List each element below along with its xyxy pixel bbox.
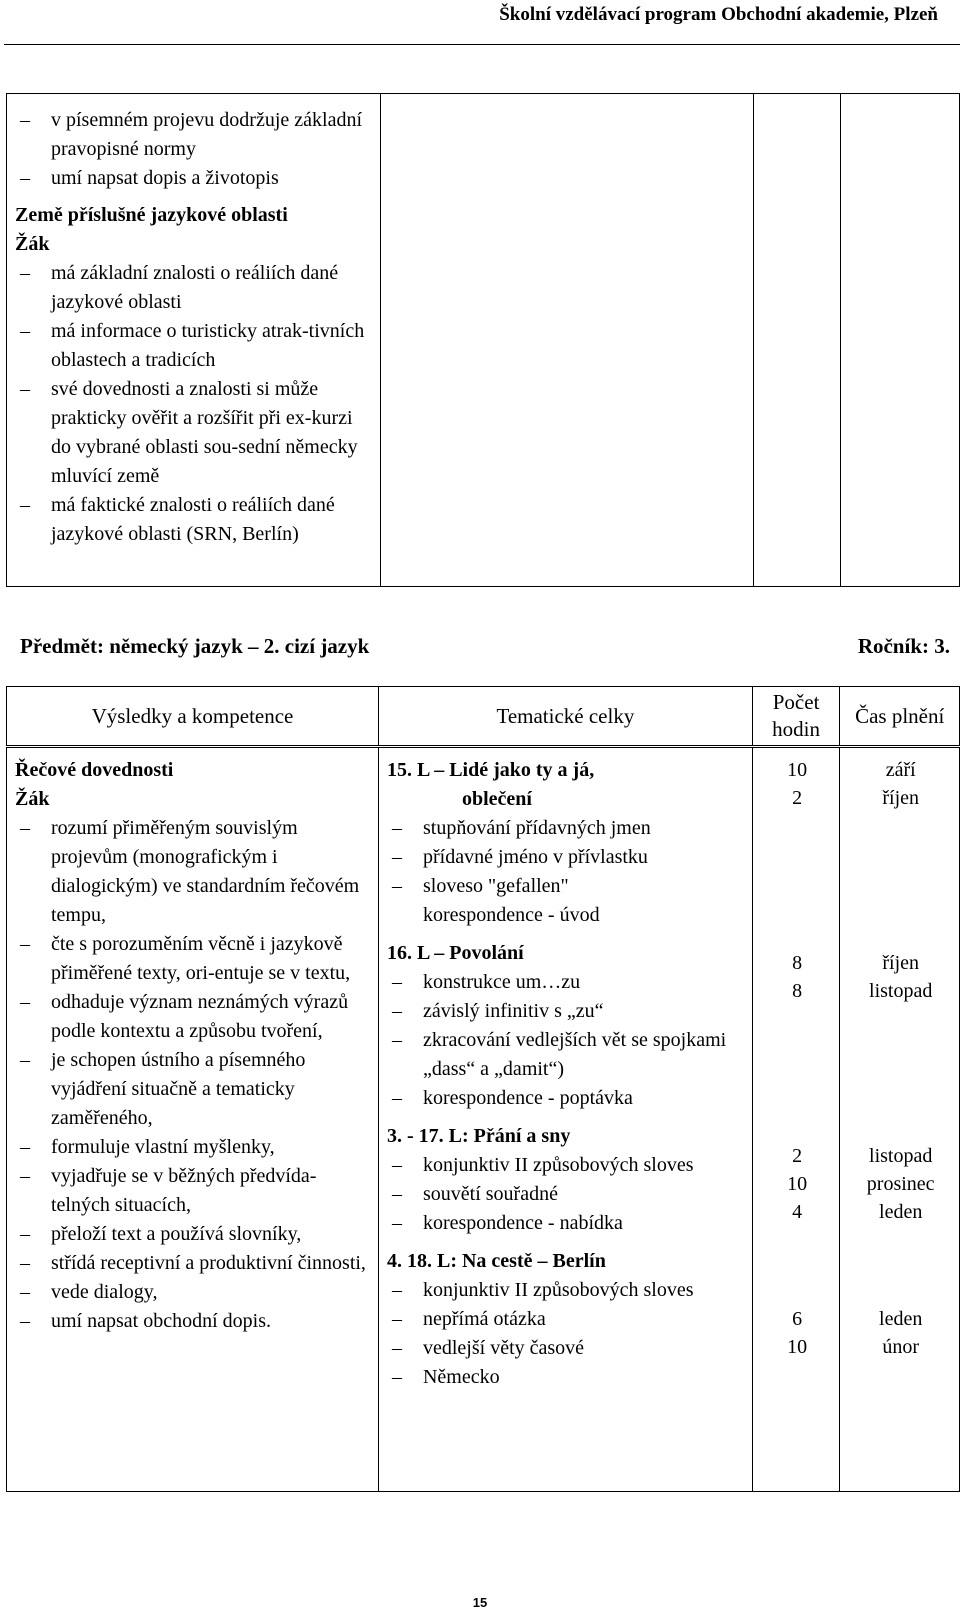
list-item: – sloveso "gefallen" xyxy=(387,872,746,901)
list-item: – vede dialogy, xyxy=(15,1278,372,1307)
themes-cell xyxy=(380,94,753,587)
skills-title: Řečové dovednosti xyxy=(15,759,174,781)
theme-title: 4. 18. L: Na cestě – Berlín xyxy=(386,1250,606,1272)
hours-value: 10 xyxy=(787,1173,808,1195)
header-time: Čas plnění xyxy=(840,687,960,747)
list-item: – zkracování vedlejších vět se spojkami „dass“ a „damit“) xyxy=(387,1026,746,1084)
list-item: – vedlejší věty časové xyxy=(387,1334,746,1363)
hours-value: 4 xyxy=(792,1201,803,1223)
theme-title: 15. L – Lidé jako ty a já, xyxy=(386,759,595,781)
theme-block xyxy=(387,1247,746,1392)
hours-value: 10 xyxy=(787,1336,808,1358)
grade-label: Ročník: 3. xyxy=(857,634,950,658)
time-value: leden xyxy=(879,1201,923,1223)
list-item: – je schopen ústního a písemného vyjádření situačně a tematicky zaměřeného, xyxy=(15,1046,372,1133)
continued-table xyxy=(6,93,960,587)
theme-block xyxy=(387,939,746,1113)
hours-value: 6 xyxy=(792,1308,803,1330)
list-item: – konjunktiv II způsobových sloves xyxy=(387,1276,746,1305)
time-block xyxy=(848,949,953,1142)
time-value: listopad xyxy=(869,1145,933,1167)
hours-block xyxy=(761,949,834,1142)
list-item: – přídavné jméno v přívlastku xyxy=(387,843,746,872)
list-item: – své dovednosti a znalosti si může prakticky ověřit a rozšířit při ex-kurzi do vybrané oblasti sou-sední německy mluvící země xyxy=(15,375,374,491)
list-item: – konjunktiv II způsobových sloves xyxy=(387,1151,746,1180)
hours-block xyxy=(761,756,834,949)
theme-block xyxy=(387,756,746,930)
theme-extra: korespondence - úvod xyxy=(422,904,600,926)
theme-items xyxy=(387,968,746,1113)
list-item: – má základní znalosti o reáliích dané jazykové oblasti xyxy=(15,259,374,317)
theme-title: 16. L – Povolání xyxy=(386,942,524,964)
section-title: Země příslušné jazykové oblasti xyxy=(15,204,288,226)
list-item: – korespondence - poptávka xyxy=(387,1084,746,1113)
theme-items xyxy=(387,1151,746,1238)
list-item: – nepřímá otázka xyxy=(387,1305,746,1334)
curriculum-table xyxy=(6,686,960,1492)
list-item: – závislý infinitiv s „zu“ xyxy=(387,997,746,1026)
hours-value: 8 xyxy=(792,952,803,974)
hours-block xyxy=(761,1142,834,1305)
list-item: – umí napsat obchodní dopis. xyxy=(15,1307,372,1336)
pupil-label: Žák xyxy=(15,233,50,255)
list-item: – čte s porozuměním věcně i jazykově přiměřené texty, ori-entuje se v textu, xyxy=(15,930,372,988)
competence-list xyxy=(15,814,372,1336)
list-item: – rozumí přiměřeným souvislým projevům (monografickým i dialogickým) ve standardním řečovém tempu, xyxy=(15,814,372,930)
list-item: – vyjadřuje se v běžných předvída-telných situacích, xyxy=(15,1162,372,1220)
list-item: – má faktické znalosti o reáliích dané jazykové oblasti (SRN, Berlín) xyxy=(15,491,374,549)
theme-items xyxy=(387,1276,746,1392)
list-item: – stupňování přídavných jmen xyxy=(387,814,746,843)
header-results: Výsledky a kompetence xyxy=(7,687,379,747)
hours-cell xyxy=(752,747,840,1492)
list-item: – souvětí souřadné xyxy=(387,1180,746,1209)
hours-block xyxy=(761,1305,834,1361)
time-value: říjen xyxy=(882,952,920,974)
time-value: prosinec xyxy=(866,1173,935,1195)
time-block xyxy=(848,756,953,949)
hours-value: 10 xyxy=(787,759,808,781)
subject-line xyxy=(20,634,950,659)
header-rule xyxy=(4,44,960,45)
header-hours: Počet hodin xyxy=(752,687,840,747)
list-item: – přeloží text a používá slovníky, xyxy=(15,1220,372,1249)
time-value: září xyxy=(885,759,916,781)
list-item: – formuluje vlastní myšlenky, xyxy=(15,1133,372,1162)
theme-title: 3. - 17. L: Přání a sny xyxy=(386,1125,571,1147)
hours-value: 2 xyxy=(792,1145,803,1167)
themes-cell xyxy=(378,747,752,1492)
time-value: leden xyxy=(879,1308,923,1330)
time-cell xyxy=(840,747,960,1492)
document-header: Školní vzdělávací program Obchodní akademie, Plzeň xyxy=(499,4,938,25)
list-item: – odhaduje význam neznámých výrazů podle kontextu a způsobu tvoření, xyxy=(15,988,372,1046)
time-block xyxy=(848,1305,953,1361)
pupil-label: Žák xyxy=(15,788,50,810)
list-item: – korespondence - nabídka xyxy=(387,1209,746,1238)
time-value: listopad xyxy=(869,980,933,1002)
hours-value: 2 xyxy=(792,787,803,809)
results-cell xyxy=(7,747,379,1492)
hours-cell xyxy=(753,94,840,587)
list-item: – v písemném projevu dodržuje základní pravopisné normy xyxy=(15,106,374,164)
theme-block xyxy=(387,1122,746,1238)
list-item: – má informace o turisticky atrak-tivních oblastech a tradicích xyxy=(15,317,374,375)
theme-items xyxy=(387,814,746,901)
competence-cell xyxy=(7,94,381,587)
time-block xyxy=(848,1142,953,1305)
list-item: – střídá receptivní a produktivní činnosti, xyxy=(15,1249,372,1278)
items-b-list xyxy=(15,259,374,549)
time-value: říjen xyxy=(882,787,920,809)
items-a-list xyxy=(15,106,374,193)
list-item: – Německo xyxy=(387,1363,746,1392)
time-cell xyxy=(841,94,960,587)
list-item: – umí napsat dopis a životopis xyxy=(15,164,374,193)
subject-label: Předmět: německý jazyk – 2. cizí jazyk xyxy=(20,634,370,658)
time-value: únor xyxy=(882,1336,920,1358)
hours-value: 8 xyxy=(792,980,803,1002)
header-themes: Tematické celky xyxy=(378,687,752,747)
page-number: 15 xyxy=(472,1595,488,1610)
theme-title-line2: oblečení xyxy=(461,788,532,810)
list-item: – konstrukce um…zu xyxy=(387,968,746,997)
